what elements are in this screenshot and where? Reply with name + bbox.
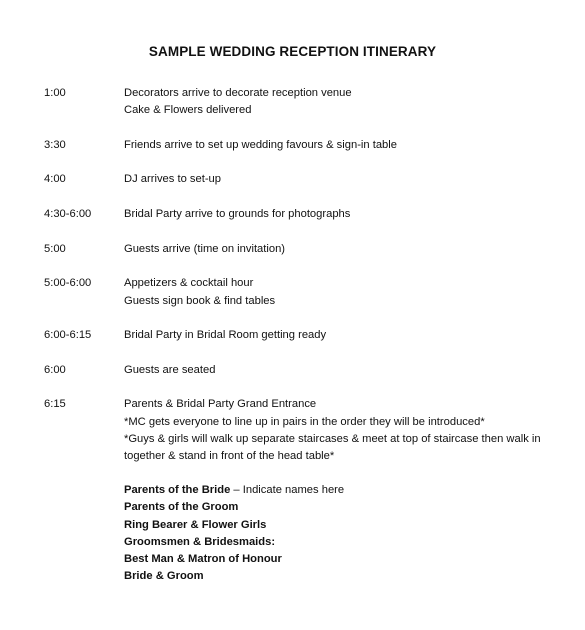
entry-line: Bridal Party arrive to grounds for photographs — [124, 208, 351, 221]
entry-line: Friends arrive to set up wedding favours & sign-in table — [124, 138, 397, 151]
entry-time: 1:00 — [44, 87, 66, 99]
entrance-order-item — [124, 551, 564, 568]
entry-line: *Guys & girls will walk up separate staircases & meet at top of staircase then walk in — [124, 432, 541, 445]
entry-time: 5:00-6:00 — [44, 277, 92, 290]
entry-line: Guests arrive (time on invitation) — [124, 242, 286, 255]
entrance-name: Parents of the Bride — [124, 484, 231, 496]
entry-line: Parents & Bridal Party Grand Entrance — [124, 398, 317, 411]
entrance-name: Best Man & Matron of Honour — [124, 553, 282, 566]
entrance-order-item — [124, 482, 564, 499]
itinerary-entry — [44, 327, 564, 344]
entrance-name: Groomsmen & Bridesmaids: — [124, 535, 276, 548]
itinerary-entry — [44, 396, 564, 465]
entrance-order-item — [124, 499, 564, 516]
entry-time: 4:00 — [44, 173, 66, 186]
entrance-order-item — [124, 534, 564, 551]
entry-description — [124, 85, 564, 120]
itinerary-entry — [44, 241, 564, 258]
document-title: SAMPLE WEDDING RECEPTION ITINERARY — [148, 44, 437, 59]
entrance-order-list — [124, 482, 564, 586]
itinerary-entry — [44, 362, 564, 379]
entry-description — [124, 327, 564, 344]
entry-line: DJ arrives to set-up — [124, 173, 221, 186]
entry-time: 6:15 — [44, 398, 66, 411]
entry-description — [124, 396, 564, 465]
entry-time: 3:30 — [44, 138, 66, 151]
itinerary-list — [44, 85, 564, 483]
entry-time: 6:00 — [44, 363, 66, 376]
entrance-name: Parents of the Groom — [124, 501, 239, 514]
entry-line: Cake & Flowers delivered — [124, 104, 252, 117]
itinerary-entry — [44, 137, 564, 154]
entry-time: 4:30-6:00 — [44, 208, 92, 221]
entry-line: *MC gets everyone to line up in pairs in the order they will be introduced* — [124, 415, 485, 428]
entrance-name: Bride & Groom — [124, 570, 204, 583]
itinerary-entry — [44, 275, 564, 310]
entry-description — [124, 171, 564, 188]
entrance-note: – Indicate names here — [230, 484, 345, 496]
entry-line: together & stand in front of the head table* — [124, 450, 335, 463]
entry-line: Guests sign book & find tables — [124, 294, 276, 307]
entry-time: 5:00 — [44, 242, 66, 255]
entry-line: Appetizers & cocktail hour — [124, 277, 254, 290]
entry-description — [124, 206, 564, 223]
entrance-order-item — [124, 517, 564, 534]
entry-line: Guests are seated — [124, 363, 216, 376]
entry-description — [124, 362, 564, 379]
entrance-order-item — [124, 568, 564, 585]
itinerary-entry — [44, 85, 564, 120]
entry-description — [124, 275, 564, 310]
entrance-name: Ring Bearer & Flower Girls — [124, 518, 267, 531]
entry-time: 6:00-6:15 — [44, 329, 92, 342]
entry-line: Decorators arrive to decorate reception venue — [124, 87, 352, 99]
entry-line: Bridal Party in Bridal Room getting ready — [124, 329, 327, 342]
entry-description — [124, 241, 564, 258]
itinerary-entry — [44, 171, 564, 188]
entry-description — [124, 137, 564, 154]
itinerary-entry — [44, 206, 564, 223]
